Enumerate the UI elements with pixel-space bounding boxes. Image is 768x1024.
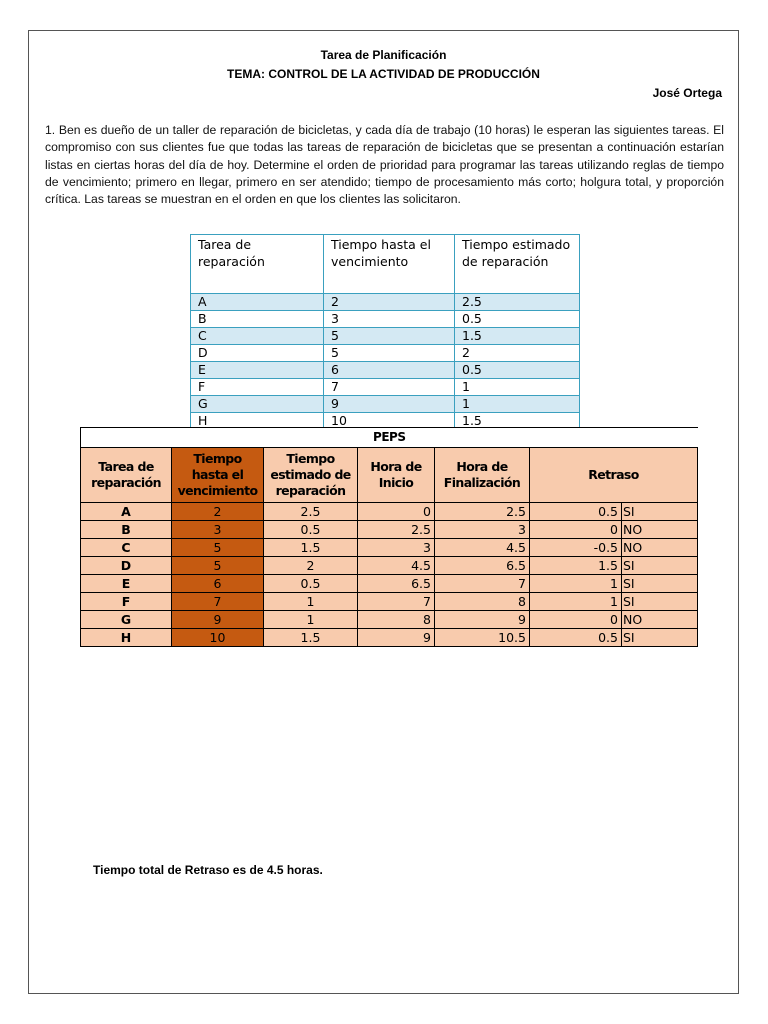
peps-header-delay: Retraso: [530, 448, 698, 503]
estimate-cell: 0.5: [264, 521, 358, 539]
repair-time-cell: 1.5: [455, 413, 580, 430]
repair-time-cell: 1.5: [455, 328, 580, 345]
table-row: [81, 557, 698, 575]
peps-caption-row: [81, 428, 698, 448]
due-time-cell: 5: [324, 328, 455, 345]
start-cell: 0: [358, 503, 435, 521]
repair-time-cell: 0.5: [455, 311, 580, 328]
estimate-cell: 1.5: [264, 629, 358, 647]
due-time-cell: 2: [172, 503, 264, 521]
table-row: [191, 294, 580, 311]
table-row: [81, 503, 698, 521]
finish-cell: 9: [435, 611, 530, 629]
finish-cell: 4.5: [435, 539, 530, 557]
finish-cell: 7: [435, 575, 530, 593]
start-cell: 2.5: [358, 521, 435, 539]
due-time-cell: 9: [324, 396, 455, 413]
peps-header-start: Hora de Inicio: [358, 448, 435, 503]
delay-flag-cell: SI: [622, 593, 698, 611]
start-cell: 9: [358, 629, 435, 647]
delay-flag-cell: SI: [622, 557, 698, 575]
document-subtitle: TEMA: CONTROL DE LA ACTIVIDAD DE PRODUCCIÓN: [227, 67, 540, 81]
due-time-cell: 6: [324, 362, 455, 379]
task-cell: H: [191, 413, 324, 430]
repair-time-cell: 2.5: [455, 294, 580, 311]
due-time-cell: 9: [172, 611, 264, 629]
start-cell: 8: [358, 611, 435, 629]
task-cell: H: [81, 629, 172, 647]
peps-header-row: [81, 448, 698, 503]
task-cell: C: [81, 539, 172, 557]
table-row: [81, 593, 698, 611]
delay-flag-cell: SI: [622, 629, 698, 647]
estimate-cell: 1.5: [264, 539, 358, 557]
repair-time-cell: 1: [455, 396, 580, 413]
due-time-cell: 2: [324, 294, 455, 311]
due-time-cell: 3: [324, 311, 455, 328]
delay-value-cell: 0: [530, 521, 622, 539]
estimate-cell: 1: [264, 611, 358, 629]
delay-value-cell: 0.5: [530, 503, 622, 521]
task-cell: E: [191, 362, 324, 379]
repair-time-cell: 2: [455, 345, 580, 362]
due-time-cell: 6: [172, 575, 264, 593]
table-row: [81, 539, 698, 557]
due-time-cell: 7: [324, 379, 455, 396]
finish-cell: 6.5: [435, 557, 530, 575]
task-cell: A: [81, 503, 172, 521]
due-time-cell: 5: [324, 345, 455, 362]
due-time-cell: 5: [172, 539, 264, 557]
delay-value-cell: 1: [530, 575, 622, 593]
repair-time-cell: 1: [455, 379, 580, 396]
delay-value-cell: 1.5: [530, 557, 622, 575]
document-title: Tarea de Planificación: [320, 48, 447, 62]
due-time-cell: 5: [172, 557, 264, 575]
repair-time-cell: 0.5: [455, 362, 580, 379]
delay-flag-cell: NO: [622, 521, 698, 539]
finish-cell: 8: [435, 593, 530, 611]
header-due-time: Tiempo hasta el vencimiento: [324, 235, 455, 294]
delay-flag-cell: NO: [622, 539, 698, 557]
delay-flag-cell: SI: [622, 503, 698, 521]
delay-value-cell: 1: [530, 593, 622, 611]
document-page: [28, 30, 739, 994]
peps-header-task: Tarea de reparación: [81, 448, 172, 503]
peps-caption: PEPS: [81, 428, 698, 448]
due-time-cell: 3: [172, 521, 264, 539]
peps-table: [80, 427, 698, 647]
task-cell: F: [81, 593, 172, 611]
delay-value-cell: -0.5: [530, 539, 622, 557]
task-cell: C: [191, 328, 324, 345]
estimate-cell: 2.5: [264, 503, 358, 521]
estimate-cell: 0.5: [264, 575, 358, 593]
task-cell: D: [81, 557, 172, 575]
peps-header-due: Tiempo hasta el vencimiento: [172, 448, 264, 503]
delay-flag-cell: NO: [622, 611, 698, 629]
peps-header-estimate: Tiempo estimado de reparación: [264, 448, 358, 503]
task-cell: B: [191, 311, 324, 328]
finish-cell: 2.5: [435, 503, 530, 521]
table-row: [191, 362, 580, 379]
task-cell: G: [81, 611, 172, 629]
problem-statement: 1. Ben es dueño de un taller de reparación de bicicletas, y cada día de trabajo (10 horas) le esperan las siguientes tareas. El compromiso con sus clientes fue que todas las tareas de reparación de bicicletas que se presentan a continuación estarían listas en ciertas horas del día de hoy. Determine el orden de prioridad para programar las tareas utilizando reglas de tiempo de vencimiento; primero en llegar, primero en ser atendido; tiempo de procesamiento más corto; holgura total, y proporción crítica. Las tareas se muestran en el orden en que los clientes las solicitaron.: [45, 123, 724, 207]
start-cell: 6.5: [358, 575, 435, 593]
due-time-cell: 10: [324, 413, 455, 430]
header-task: Tarea de reparación: [191, 235, 324, 294]
estimate-cell: 2: [264, 557, 358, 575]
author-name: José Ortega: [652, 86, 722, 100]
delay-value-cell: 0: [530, 611, 622, 629]
task-cell: E: [81, 575, 172, 593]
finish-cell: 10.5: [435, 629, 530, 647]
total-delay-summary: Tiempo total de Retraso es de 4.5 horas.: [93, 863, 323, 877]
task-cell: G: [191, 396, 324, 413]
table-row: [81, 629, 698, 647]
table-row: [191, 311, 580, 328]
table-header-row: [191, 235, 580, 294]
repair-tasks-table: [190, 234, 580, 430]
estimate-cell: 1: [264, 593, 358, 611]
table-row: [81, 575, 698, 593]
start-cell: 4.5: [358, 557, 435, 575]
start-cell: 7: [358, 593, 435, 611]
task-cell: B: [81, 521, 172, 539]
due-time-cell: 10: [172, 629, 264, 647]
delay-flag-cell: SI: [622, 575, 698, 593]
start-cell: 3: [358, 539, 435, 557]
table-row: [191, 328, 580, 345]
task-cell: F: [191, 379, 324, 396]
delay-value-cell: 0.5: [530, 629, 622, 647]
peps-header-finish: Hora de Finalización: [435, 448, 530, 503]
task-cell: A: [191, 294, 324, 311]
task-cell: D: [191, 345, 324, 362]
table-row: [191, 396, 580, 413]
table-row: [81, 521, 698, 539]
table-row: [191, 345, 580, 362]
table-row: [81, 611, 698, 629]
header-repair-time: Tiempo estimado de reparación: [455, 235, 580, 294]
due-time-cell: 7: [172, 593, 264, 611]
finish-cell: 3: [435, 521, 530, 539]
table-row: [191, 379, 580, 396]
